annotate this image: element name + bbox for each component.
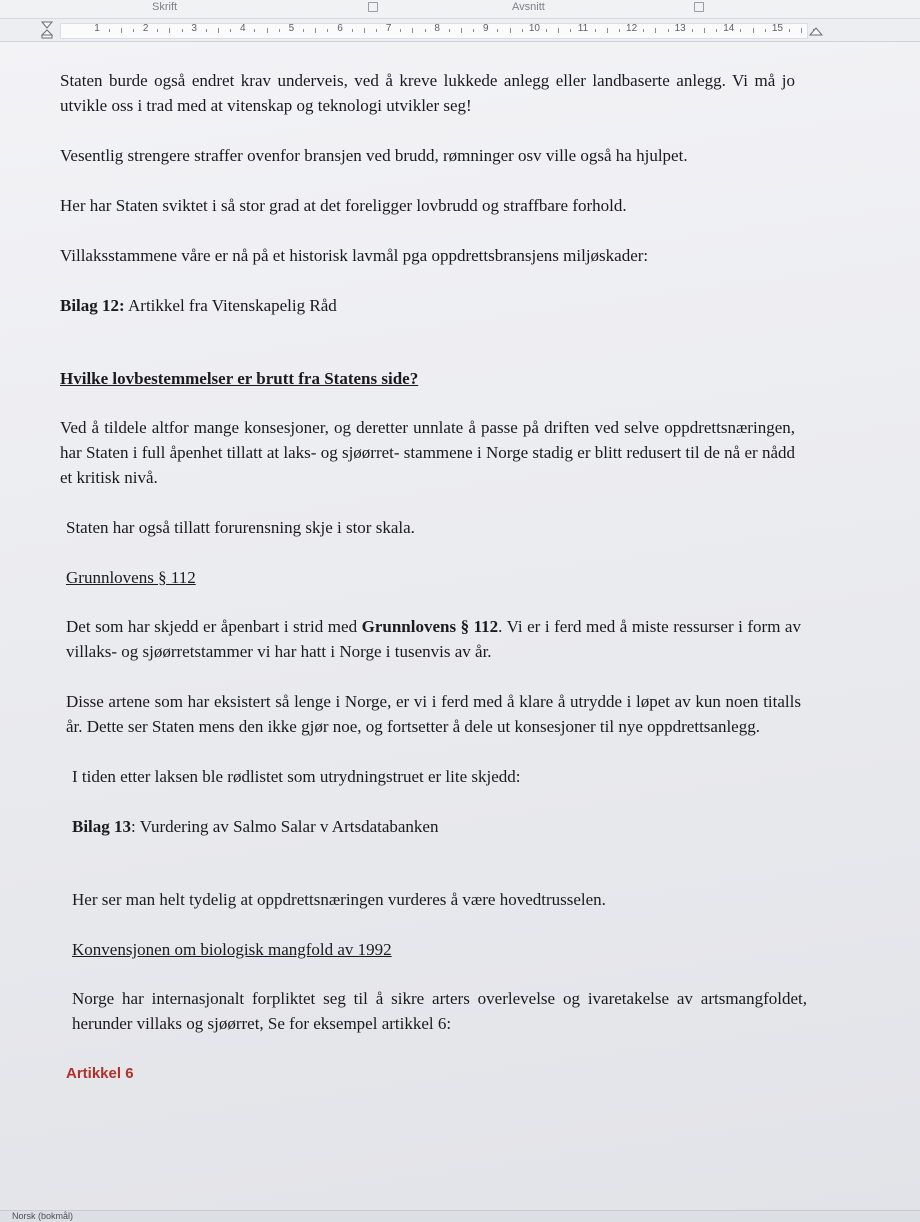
paragraph: Villaksstammene våre er nå på et historisk lavmål pga oppdrettsbransjens miljøskader: [60,246,649,265]
ruler-number: 5 [288,23,295,34]
ruler-tick [109,29,110,32]
ruler-tick [716,29,717,32]
bilag-13-reference [72,814,807,839]
ruler-tick [218,28,219,33]
ruler-tick [327,29,328,32]
ruler-number: 12 [626,23,638,34]
ruler-tick [230,29,231,32]
ruler-number: 11 [577,23,589,34]
ruler-tick [182,29,183,32]
ribbon-group-paragraph-label: Avsnitt [512,1,545,13]
ruler-tick [352,29,353,32]
ruler-tick [461,28,462,33]
ruler-tick [425,29,426,32]
ruler-tick [497,29,498,32]
ruler-tick [303,29,304,32]
ruler-tick [522,29,523,32]
paragraph-text: . Vi er i ferd med å miste ressurser i form av villaks- og sjøørretstammer vi har hatt i Norge i tusenvis av år. [66,617,801,661]
ruler-tick [364,28,365,33]
ruler-number: 2 [142,23,149,34]
paragraph-text: Det som har skjedd er åpenbart i strid med [66,617,362,636]
paragraph: Staten burde også endret krav underveis, ved å kreve lukkede anlegg eller landbaserte anlegg. Vi må jo utvikle oss i trad med at vitenskap og teknologi utvikler seg! [60,71,795,115]
paragraph: Her har Staten sviktet i så stor grad at det foreligger lovbrudd og straffbare forhold. [60,196,627,215]
paragraph-grunnloven [66,614,801,664]
ruler-tick [558,28,559,33]
document-page[interactable] [0,42,920,1210]
ruler-tick [412,28,413,33]
language-status[interactable]: Norsk (bokmål) [12,1211,74,1221]
status-bar [0,1210,920,1222]
ruler-number: 10 [528,23,540,34]
ruler-tick [801,28,802,33]
paragraph: Disse artene som har eksistert så lenge i Norge, er vi i ferd med å klare å utrydde i løpet av kun noen titalls år. Dette ser Staten mens den ikke gjør noe, og fortsetter å dele ut konsesjoner til nye oppdrettsanlegg. [66,692,801,736]
ruler-tick [607,28,608,33]
ruler-tick [121,28,122,33]
paragraph-dialog-launcher-icon[interactable] [694,2,704,12]
ruler-tick [376,29,377,32]
sub-heading-konvensjonen: Konvensjonen om biologisk mangfold av 1992 [72,940,392,959]
document-body[interactable] [60,68,807,1101]
paragraph: Norge har internasjonalt forpliktet seg til å sikre arters overlevelse og ivaretakelse av artsmangfoldet, herunder villaks og sjøørret, Se for eksempel artikkel 6: [72,989,807,1033]
font-dialog-launcher-icon[interactable] [368,2,378,12]
horizontal-ruler[interactable] [0,19,920,42]
ruler-tick [546,29,547,32]
ruler-tick [753,28,754,33]
indent-marker-icon[interactable] [40,21,54,39]
ruler-number: 3 [191,23,197,34]
ruler-tick [254,29,255,32]
ruler-tick [206,29,207,32]
ruler-tick [789,29,790,32]
ruler-tick [169,28,170,33]
ruler-tick [668,29,669,32]
ruler-number: 8 [434,23,440,34]
ruler-tick [595,29,596,32]
ruler-number: 14 [723,23,735,34]
ruler-tick [692,29,693,32]
ruler-number: 9 [483,23,489,34]
ribbon-group-font-label: Skrift [152,1,178,13]
ruler-number: 13 [674,23,686,34]
bilag-12-label: Bilag 12: [60,296,125,315]
ruler-tick [655,28,656,33]
ruler-number: 7 [385,23,392,34]
paragraph-bold-text: Grunnlovens § 112 [361,617,499,636]
ruler-tick [157,29,158,32]
ruler-tick [704,28,705,33]
ruler-number: 4 [240,23,246,34]
ruler-tick [473,29,474,32]
ruler-number: 6 [337,23,343,34]
ruler-number: 1 [94,23,100,34]
paragraph: Staten har også tillatt forurensning skje i stor skala. [66,518,415,537]
bilag-12-text: Artikkel fra Vitenskapelig Råd [124,296,337,315]
ruler-tick [619,29,620,32]
bilag-13-label: Bilag 13 [72,817,132,836]
paragraph: Her ser man helt tydelig at oppdrettsnæringen vurderes å være hovedtrusselen. [72,890,606,909]
right-indent-marker-icon[interactable] [808,25,824,37]
bilag-13-text: : Vurdering av Salmo Salar v Artsdatabanken [131,817,439,836]
ruler-tick [400,29,401,32]
ruler-tick [643,29,644,32]
ruler-tick [740,29,741,32]
section-heading: Hvilke lovbestemmelser er brutt fra Statens side? [60,369,419,388]
ruler-tick [315,28,316,33]
paragraph: Vesentlig strengere straffer ovenfor bransjen ved brudd, rømninger osv ville også ha hjulpet. [60,146,688,165]
artikkel-6-heading: Artikkel 6 [66,1065,134,1082]
ruler-tick [279,29,280,32]
ruler-tick [570,29,571,32]
ruler-tick [449,29,450,32]
paragraph: Ved å tildele altfor mange konsesjoner, og deretter unnlate å passe på driften ved selve oppdrettsnæringen, har Staten i full åpenhet tillatt at laks- og sjøørret- stammene i Norge stadig er blitt redusert til de nå er nådd et kritisk nivå. [60,418,795,487]
ruler-tick [765,29,766,32]
sub-heading-grunnloven: Grunnlovens § 112 [66,568,196,587]
ribbon-strip [0,0,920,19]
ruler-tick [133,29,134,32]
ruler-tick [510,28,511,33]
ruler-tick [267,28,268,33]
ruler-number: 15 [771,23,783,34]
paragraph: I tiden etter laksen ble rødlistet som utrydningstruet er lite skjedd: [72,767,521,786]
bilag-12-reference [60,293,795,318]
